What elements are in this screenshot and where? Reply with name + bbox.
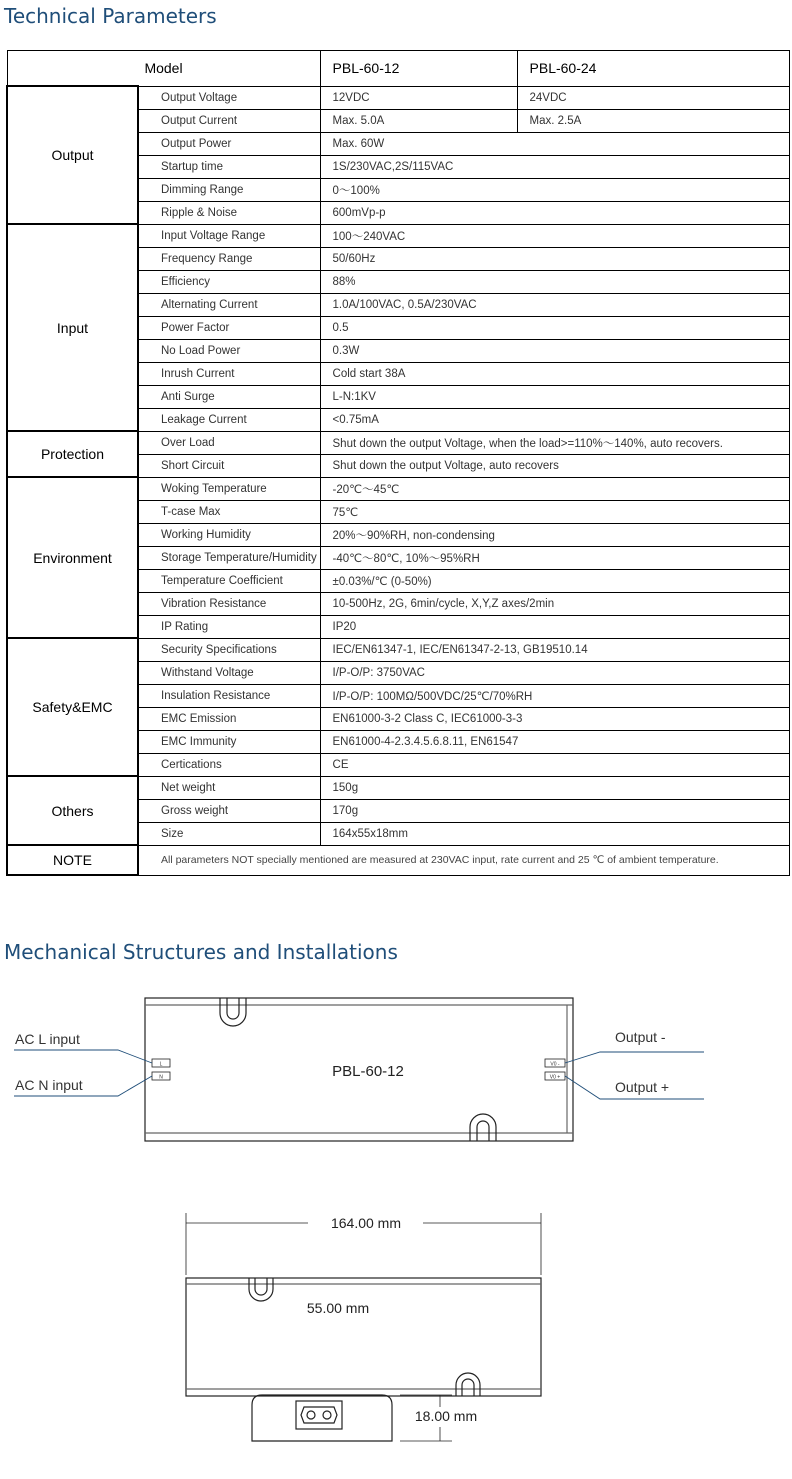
group-others: Others [7,776,138,845]
param-label: T-case Max [138,500,320,523]
group-input: Input [7,224,138,431]
param-label: Startup time [138,155,320,178]
param-label: Insulation Resistance [138,684,320,707]
param-label: Leakage Current [138,408,320,431]
technical-parameters-title: Technical Parameters [4,4,217,28]
dim-slot-top [249,1278,273,1301]
param-label: Storage Temperature/Humidity [138,546,320,569]
group-safety-emc: Safety&EMC [7,638,138,776]
dim-slot-top-inner [255,1278,267,1295]
param-value: L-N:1KV [320,385,789,408]
param-label: No Load Power [138,339,320,362]
param-value: 0～100% [320,178,789,201]
group-note: NOTE [7,845,138,875]
param-label: Ripple & Noise [138,201,320,224]
param-label: Output Current [138,109,320,132]
ac-inlet-shape [301,1407,337,1423]
param-value: 150g [320,776,789,799]
param-value: ±0.03%/℃ (0-50%) [320,569,789,592]
param-label: Frequency Range [138,247,320,270]
mounting-slot-bottom-inner [477,1121,489,1141]
param-value: 12VDC [320,86,517,109]
side-outline [252,1395,392,1441]
param-value: 100～240VAC [320,224,789,247]
table-row [7,638,789,661]
param-value: 1.0A/100VAC, 0.5A/230VAC [320,293,789,316]
param-value: 600mVp-p [320,201,789,224]
header-row [7,51,789,87]
param-label: Withstand Voltage [138,661,320,684]
param-value: I/P-O/P: 3750VAC [320,661,789,684]
param-label: EMC Immunity [138,730,320,753]
param-label: Input Voltage Range [138,224,320,247]
param-label: Over Load [138,431,320,454]
param-label: Short Circuit [138,454,320,477]
param-label: Security Specifications [138,638,320,661]
param-label: Vibration Resistance [138,592,320,615]
table-row [7,776,789,799]
param-label: Output Voltage [138,86,320,109]
dimension-outline [186,1278,541,1396]
param-value: EN61000-3-2 Class C, IEC61000-3-3 [320,707,789,730]
terminal-l-label: L [159,1061,163,1068]
param-value: 0.5 [320,316,789,339]
mounting-slot-top-inner [227,998,239,1019]
param-value: 170g [320,799,789,822]
param-label: Woking Temperature [138,477,320,500]
param-label: Working Humidity [138,523,320,546]
dim-slot-bottom [456,1373,480,1396]
group-output: Output [7,86,138,224]
table-row [7,224,789,247]
param-value: <0.75mA [320,408,789,431]
dim-width-label: 55.00 mm [306,1300,370,1316]
inlet-pin-left [307,1411,315,1419]
group-protection: Protection [7,431,138,477]
param-value: 164x55x18mm [320,822,789,845]
param-value: 20%～90%RH, non-condensing [320,523,789,546]
param-value: Cold start 38A [320,362,789,385]
param-value: Shut down the output Voltage, when the load>=110%～140%, auto recovers. [320,431,789,454]
spec-table [6,50,790,876]
table-row [7,477,789,500]
param-label: Size [138,822,320,845]
model-label: Model [7,51,320,87]
param-value: 0.3W [320,339,789,362]
terminal-vplus-label: V0 + [549,1074,561,1081]
param-label: Gross weight [138,799,320,822]
dim-length-label: 164.00 mm [330,1215,402,1231]
param-value: CE [320,753,789,776]
param-value: 10-500Hz, 2G, 6min/cycle, X,Y,Z axes/2min [320,592,789,615]
param-label: Output Power [138,132,320,155]
mechanical-title: Mechanical Structures and Installations [4,940,398,964]
dim-slot-bottom-inner [462,1379,474,1396]
param-value: -40℃～80℃, 10%～95%RH [320,546,789,569]
param-value: -20℃～45℃ [320,477,789,500]
inlet-pin-right [323,1411,331,1419]
param-value: Max. 5.0A [320,109,517,132]
terminal-n-label: N [159,1074,163,1081]
param-value: 1S/230VAC,2S/115VAC [320,155,789,178]
param-value: 50/60Hz [320,247,789,270]
model-1: PBL-60-12 [320,51,517,87]
output-plus-label: Output + [615,1079,670,1095]
param-value: IP20 [320,615,789,638]
param-label: Alternating Current [138,293,320,316]
terminal-vminus-label: V0 - [550,1061,560,1068]
param-value: 75℃ [320,500,789,523]
model-2: PBL-60-24 [517,51,789,87]
mechanical-drawing [0,975,792,1475]
ac-l-label: AC L input [15,1031,80,1047]
model-label-drawing: PBL-60-12 [332,1063,404,1080]
leader-out-minus [565,1052,704,1063]
ac-inlet-socket [296,1401,342,1429]
param-value: 24VDC [517,86,789,109]
param-label: Efficiency [138,270,320,293]
param-label: Anti Surge [138,385,320,408]
param-value: Max. 60W [320,132,789,155]
param-label: Power Factor [138,316,320,339]
param-value: IEC/EN61347-1, IEC/EN61347-2-13, GB19510.14 [320,638,789,661]
mounting-slot-bottom [470,1114,496,1141]
param-label: Certications [138,753,320,776]
leader-ac-l [14,1050,152,1063]
param-value: Shut down the output Voltage, auto recovers [320,454,789,477]
table-row [7,86,789,109]
mounting-slot-top [220,998,246,1026]
param-value: Max. 2.5A [517,109,789,132]
param-value: I/P-O/P: 100MΩ/500VDC/25℃/70%RH [320,684,789,707]
note-text: All parameters NOT specially mentioned are measured at 230VAC input, rate current and 25 ℃ of ambient temperature. [138,845,789,875]
param-label: Net weight [138,776,320,799]
param-label: Dimming Range [138,178,320,201]
note-row [7,845,789,875]
param-label: Temperature Coefficient [138,569,320,592]
param-label: EMC Emission [138,707,320,730]
param-value: 88% [320,270,789,293]
param-value: EN61000-4-2.3.4.5.6.8.11, EN61547 [320,730,789,753]
group-environment: Environment [7,477,138,638]
param-label: IP Rating [138,615,320,638]
dim-height-label: 18.00 mm [414,1408,478,1424]
table-row [7,431,789,454]
ac-n-label: AC N input [15,1077,83,1093]
output-minus-label: Output - [615,1029,666,1045]
param-label: Inrush Current [138,362,320,385]
